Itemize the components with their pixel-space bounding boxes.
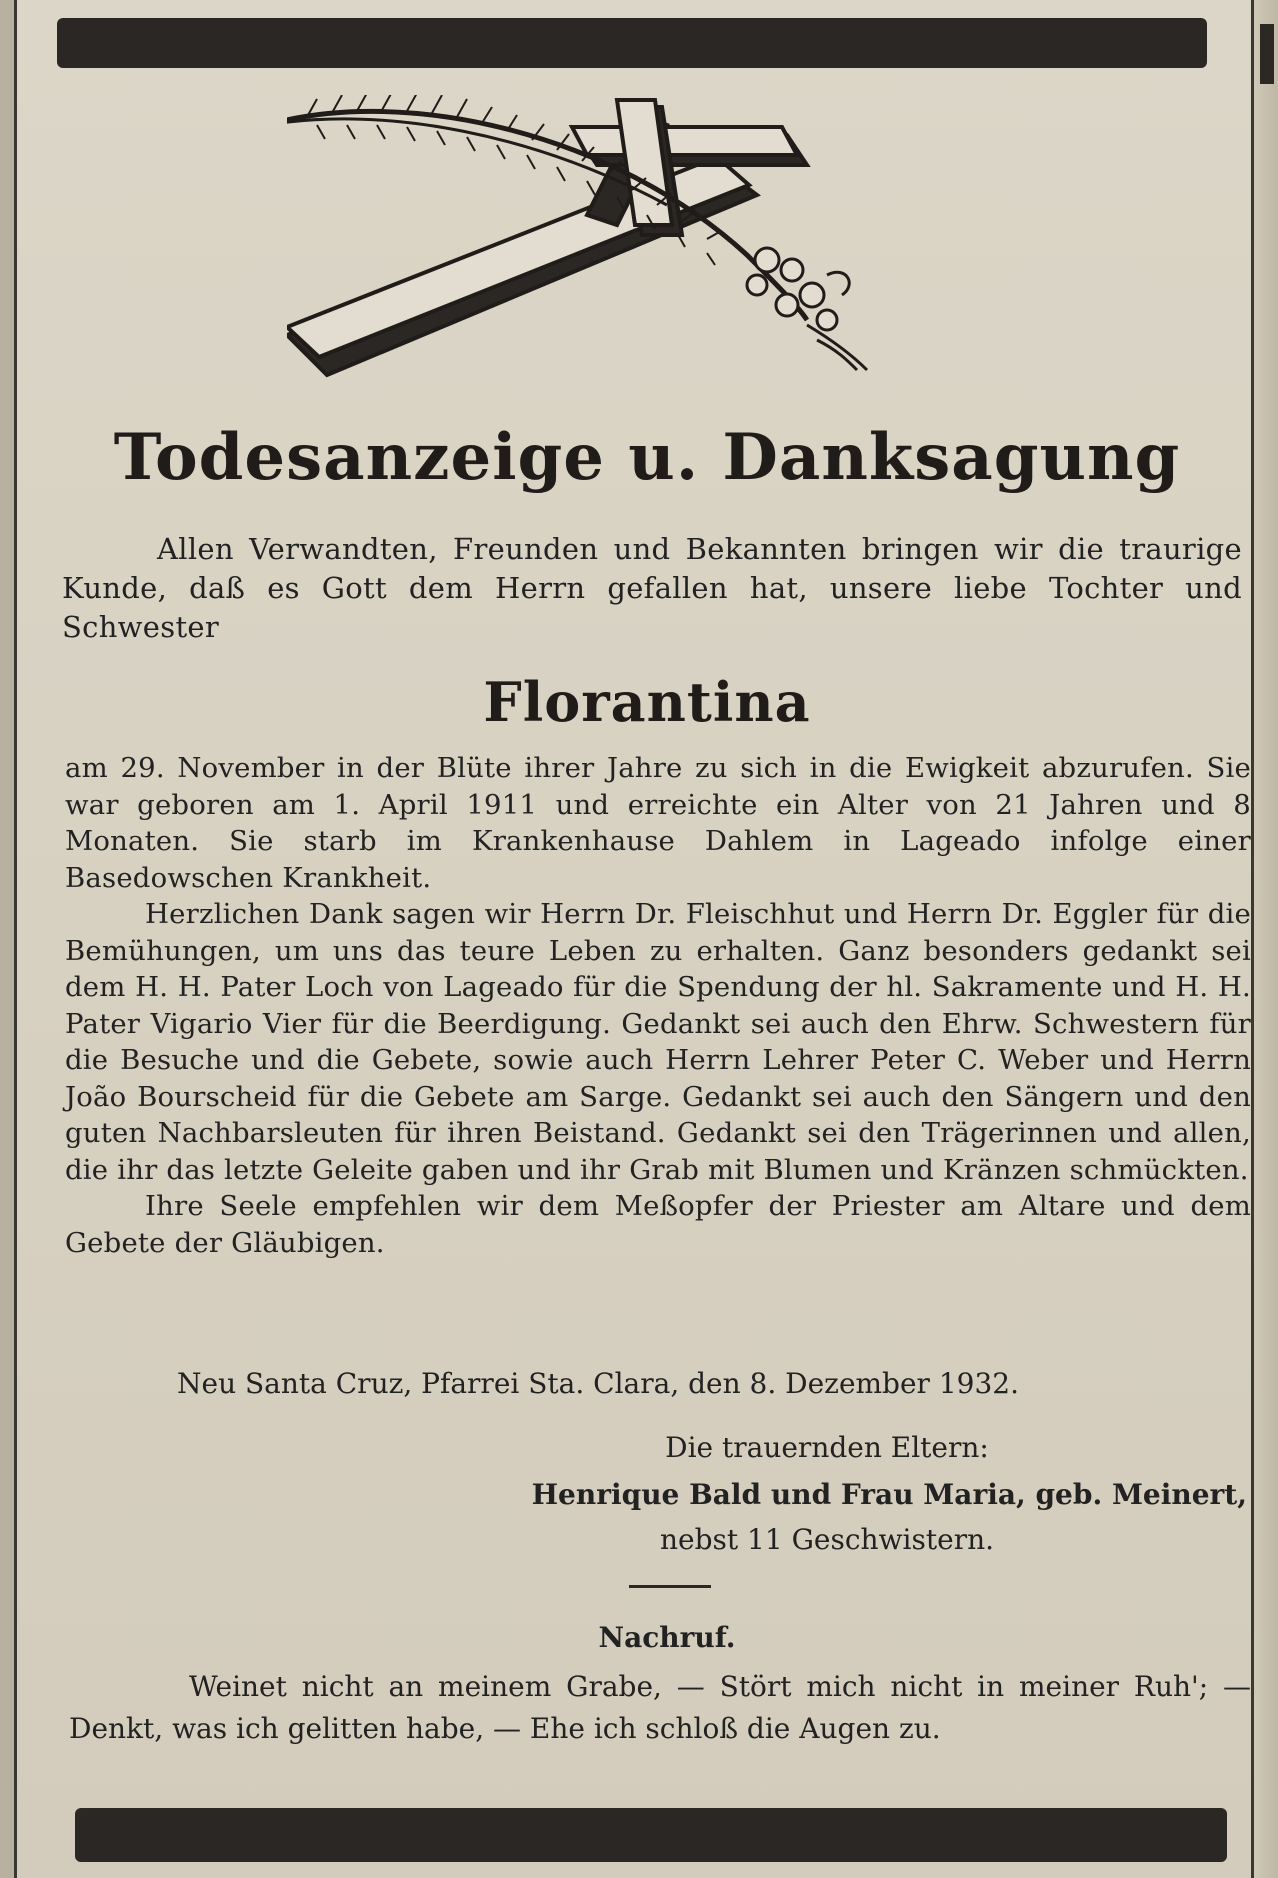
adjacent-column-edge: [1254, 0, 1278, 1878]
nachruf-title: Nachruf.: [598, 1621, 736, 1654]
top-border-rule: [57, 18, 1207, 68]
paragraph-death-details: am 29. November in der Blüte ihrer Jahre zu sich in die Ewigkeit abzurufen. Sie war geboren am 1. April 1911 und erreichte ein Alter von 21 Jahren und 8 Monaten. Sie starb im Krankenhause Dahlem in Lageado infolge einer Basedowschen Krankheit.: [65, 752, 1251, 894]
bottom-border-rule: [75, 1808, 1227, 1862]
paragraph-thanks: Herzlichen Dank sagen wir Herrn Dr. Fleischhut und Herrn Dr. Eggler für die Bemühungen, um uns das teure Leben zu erhalten. Ganz besonders gedankt sei dem H. H. Pater Loch von Lageado für die Spendung der hl. Sakramente und H. H. Pater Vigario Vier für die Beerdigung. Gedankt sei auch den Ehrw. Schwestern für die Besuche und die Gebete, sowie auch Herrn Lehrer Peter C. Weber und Herrn João Bourscheid für die Gebete am Sarge. Gedankt sei auch den Sängern und den guten Nachbarsleuten für ihren Beistand. Gedankt sei den Trägerinnen und allen, die ihr das letzte Geleite gaben und ihr Grab mit Blumen und Kränzen schmückten.: [65, 898, 1251, 1186]
notice-intro: Allen Verwandten, Freunden und Bekannten bringen wir die traurige Kunde, daß es Gott dem Herrn gefallen hat, unsere liebe Tochter und Schwester: [62, 532, 1242, 644]
deceased-name: Florantina: [483, 670, 811, 734]
paragraph-prayer: Ihre Seele empfehlen wir dem Meßopfer der Priester am Altare und dem Gebete der Gläubigen.: [65, 1190, 1251, 1259]
cross-and-palm-icon: [287, 95, 1007, 395]
place-and-date: Neu Santa Cruz, Pfarrei Sta. Clara, den 8. Dezember 1932.: [177, 1367, 1019, 1400]
notice-title: Todesanzeige u. Danksagung: [113, 420, 1181, 495]
newspaper-clipping: [14, 0, 1254, 1878]
notice-body: [65, 750, 1251, 1261]
adjacent-rule-fragment: [1260, 24, 1274, 84]
nachruf-poem: Weinet nicht an meinem Grabe, — Stört mich nicht in meiner Ruh'; — Denkt, was ich gelitten habe, — Ehe ich schloß die Augen zu.: [69, 1670, 1251, 1745]
signature-names: Henrique Bald und Frau Maria, geb. Meinert,: [531, 1478, 1247, 1511]
signature-heading: Die trauernden Eltern:: [665, 1431, 989, 1464]
signature-siblings: nebst 11 Geschwistern.: [659, 1523, 995, 1556]
section-divider: [629, 1585, 711, 1588]
